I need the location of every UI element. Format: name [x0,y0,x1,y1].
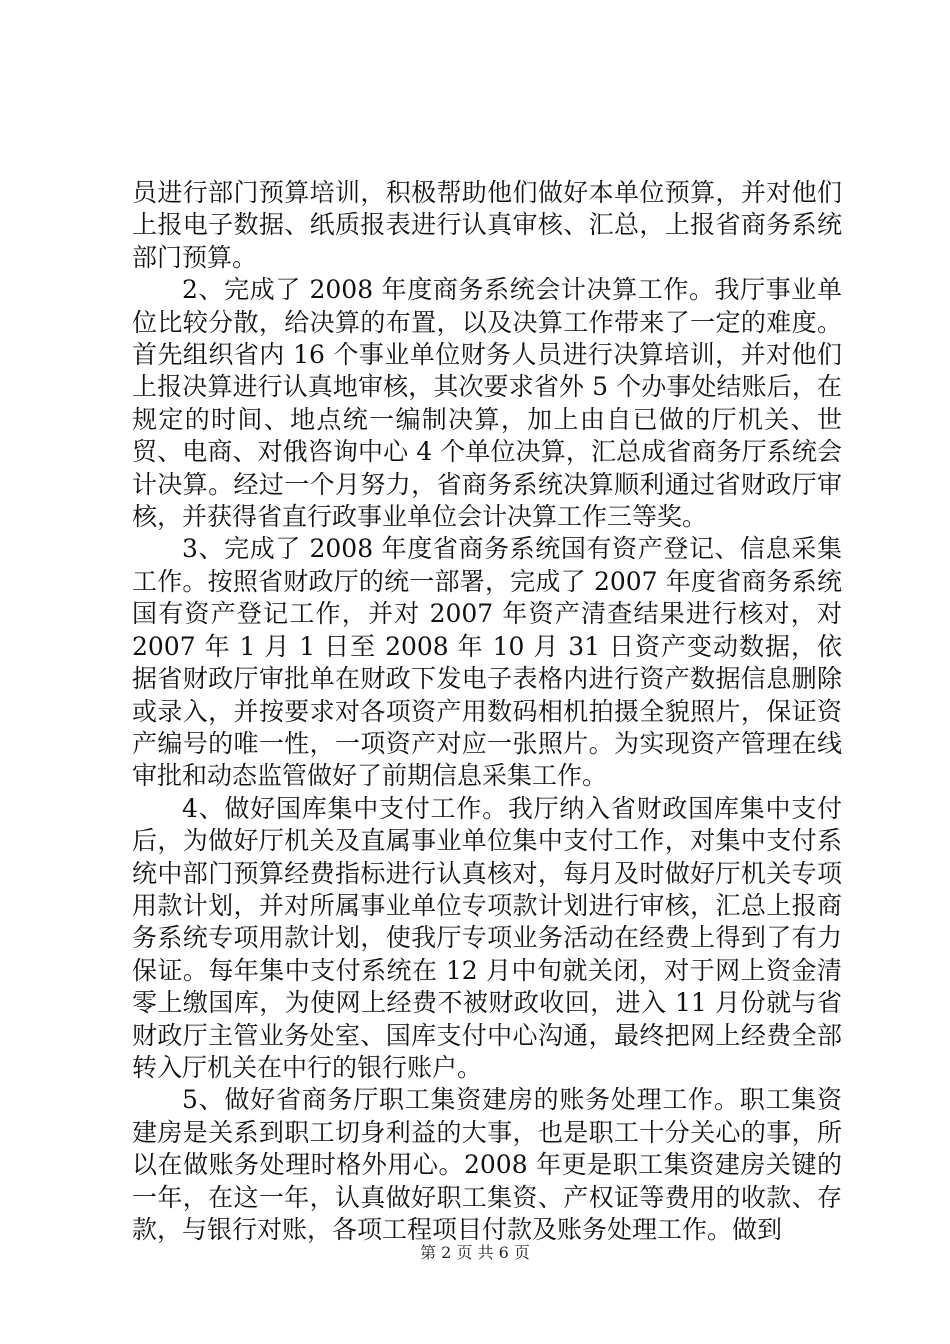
paragraph-continuation: 员进行部门预算培训，积极帮助他们做好本单位预算，并对他们上报电子数据、纸质报表进行认真审核、汇总，上报省商务系统部门预算。 [132,178,842,272]
document-body [132,177,842,1246]
page-footer: 第 2 页 共 6 页 [420,1243,530,1262]
paragraph-item-5: 5、做好省商务厅职工集资建房的账务处理工作。职工集资建房是关系到职工切身利益的大事，也是职工十分关心的事，所以在做账务处理时格外用心。2008 年更是职工集资建房关键的一年，在这一年，认真做好职工集资、产权证等费用的收款、存款，与银行对账，各项工程项目付款及账务处理工作。做到 [132,1085,842,1244]
paragraph-item-3: 3、完成了 2008 年度省商务系统国有资产登记、信息采集工作。按照省财政厅的统一部署，完成了 2007 年度省商务系统国有资产登记工作，并对 2007 年资产清查结果进行核对，对 2007 年 1 月 1 日至 2008 年 10 月 31 日资产变动数据，依据省财政厅审批单在财政下发电子表格内进行资产数据信息删除或录入，并按要求对各项资产用数码相机拍摄全貌照片，保证资产编号的唯一性，一项资产对应一张照片。为实现资产管理在线审批和动态监管做好了前期信息采集工作。 [132,534,842,791]
paragraph-item-2: 2、完成了 2008 年度商务系统会计决算工作。我厅事业单位比较分散，给决算的布置，以及决算工作带来了一定的难度。首先组织省内 16 个事业单位财务人员进行决算培训，并对他们上报决算进行认真地审核，其次要求省外 5 个办事处结账后，在规定的时间、地点统一编制决算，加上由自已做的厅机关、世贸、电商、对俄咨询中心 4 个单位决算，汇总成省商务厅系统会计决算。经过一个月努力，省商务系统决算顺利通过省财政厅审核，并获得省直行政事业单位会计决算工作三等奖。 [132,275,842,532]
paragraph-item-4: 4、做好国库集中支付工作。我厅纳入省财政国库集中支付后，为做好厅机关及直属事业单位集中支付工作，对集中支付系统中部门预算经费指标进行认真核对，每月及时做好厅机关专项用款计划，并对所属事业单位专项款计划进行审核，汇总上报商务系统专项用款计划，使我厅专项业务活动在经费上得到了有力保证。每年集中支付系统在 12 月中旬就关闭，对于网上资金清零上缴国库，为使网上经费不被财政收回，进入 11 月份就与省财政厅主管业务处室、国库支付中心沟通，最终把网上经费全部转入厅机关在中行的银行账户。 [132,793,842,1082]
